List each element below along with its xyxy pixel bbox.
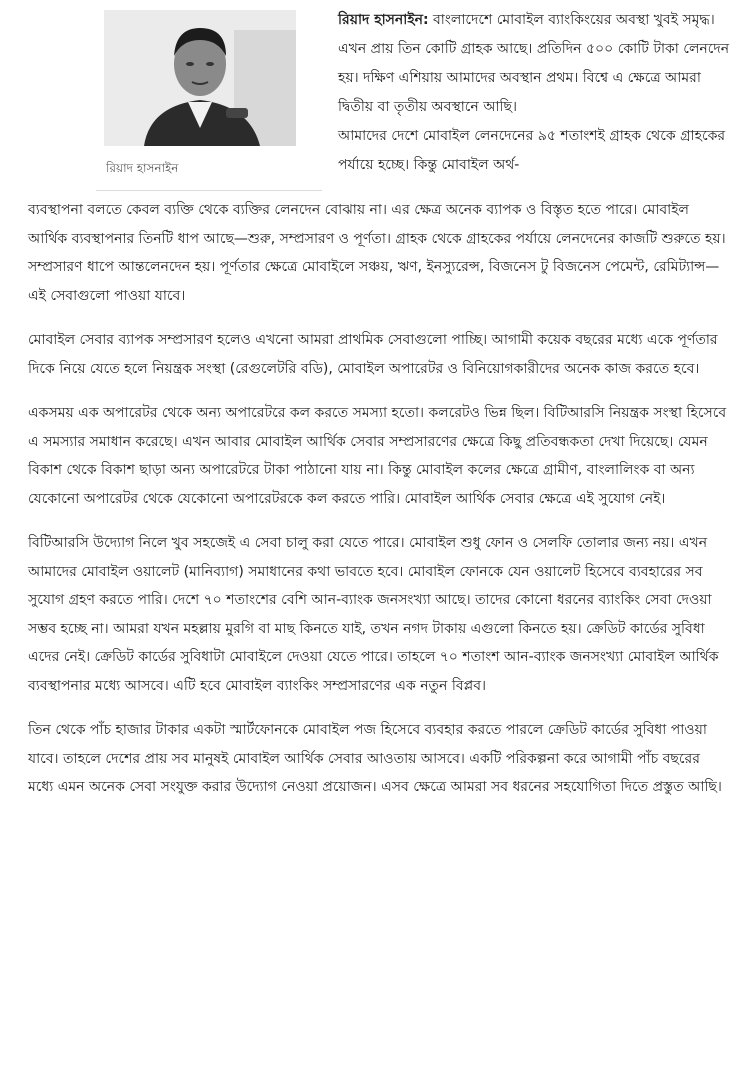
intro-text xyxy=(338,6,730,180)
article-body xyxy=(28,196,728,802)
paragraph-4: বিটিআরসি উদ্যোগ নিলে খুব সহজেই এ সেবা চালু করা যেতে পারে। মোবাইল শুধু ফোন ও সেলফি তোলার জন্য নয়। এখন আমাদের মোবাইল ওয়ালেট (মানিব্যাগ) সমাধানের কথা ভাবতে হবে। মোবাইল ফোনকে যেন ওয়ালেট হিসেবে ব্যবহারের সব সুযোগ গ্রহণ করতে পারি। দেশে ৭০ শতাংশের বেশি আন-ব্যাংক জনসংখ্যা আছে। তাদের কোনো ধরনের ব্যাংকিং সেবা দেওয়া সম্ভব হচ্ছে না। আমরা যখন মহল্লায় মুরগি বা মাছ কিনতে যাই, তখন নগদ টাকায় এগুলো কিনতে হয়। ক্রেডিট কার্ডের সুবিধা এদের নেই। ক্রেডিট কার্ডের সুবিধাটা মোবাইলে দেওয়া যেতে পারে। তাহলে ৭০ শতাংশ আন-ব্যাংক জনসংখ্যা মোবাইল আর্থিক ব্যবস্থাপনার মধ্যে আসবে। এটি হবে মোবাইল ব্যাংকিং সম্প্রসারণের এক নতুন বিপ্লব। xyxy=(28,535,719,694)
photo-caption: রিয়াদ হাসনাইন xyxy=(106,161,179,175)
paragraph-1: ব্যবস্থাপনা বলতে কেবল ব্যক্তি থেকে ব্যক্তির লেনদেন বোঝায় না। এর ক্ষেত্র অনেক ব্যাপক ও বিস্তৃত হতে পারে। মোবাইল আর্থিক ব্যবস্থাপনার তিনটি ধাপ আছে—শুরু, সম্প্রসারণ ও পূর্ণতা। গ্রাহক থেকে গ্রাহকের পর্যায়ে লেনদেনের কাজটি শুরুতে হয়। সম্প্রসারণ ধাপে আন্তলেনদেন হয়। পূর্ণতার ক্ষেত্রে মোবাইলে সঞ্চয়, ঋণ, ইনস্যুরেন্স, বিজনেস টু বিজনেস পেমেন্ট, রেমিট্যান্স—এই সেবাগুলো পাওয়া যাবে। xyxy=(28,202,726,304)
speaker-photo xyxy=(104,10,296,146)
paragraph-2: মোবাইল সেবার ব্যাপক সম্প্রসারণ হলেও এখনো আমরা প্রাথমিক সেবাগুলো পাচ্ছি। আগামী কয়েক বছরের মধ্যে একে পূর্ণতার দিকে নিয়ে যেতে হলে নিয়ন্ত্রক সংস্থা (রেগুলেটরি বডি), মোবাইল অপারেটর ও বিনিয়োগকারীদের অনেক কাজ করতে হবে। xyxy=(28,332,718,377)
photo-block xyxy=(96,0,322,191)
paragraph-5: তিন থেকে পাঁচ হাজার টাকার একটা স্মার্টফোনকে মোবাইল পজ হিসেবে ব্যবহার করতে পারলে ক্রেডিট কার্ডের সুবিধা পাওয়া যাবে। তাহলে দেশের প্রায় সব মানুষই মোবাইল আর্থিক সেবার আওতায় আসবে। একটি পরিকল্পনা করে আগামী পাঁচ বছরের মধ্যে এমন অনেক সেবা সংযুক্ত করার উদ্যোগ নেওয়া প্রয়োজন। এসব ক্ষেত্রে আমরা সব ধরনের সহযোগিতা দিতে প্রস্তুত আছি। xyxy=(28,722,722,795)
paragraph-3: একসময় এক অপারেটর থেকে অন্য অপারেটরে কল করতে সমস্যা হতো। কলরেটও ভিন্ন ছিল। বিটিআরসি নিয়ন্ত্রক সংস্থা হিসেবে এ সমস্যার সমাধান করেছে। এখন আবার মোবাইল আর্থিক সেবার সম্প্রসারণের ক্ষেত্রে কিছু প্রতিবন্ধকতা দেখা দিয়েছে। যেমন বিকাশ থেকে বিকাশ ছাড়া অন্য অপারেটরে টাকা পাঠানো যায় না। কিন্তু মোবাইল কলের ক্ষেত্রে গ্রামীণ, বাংলালিংক বা অন্য যেকোনো অপারেটর থেকে যেকোনো অপারেটরকে কল করতে পারি। মোবাইল আর্থিক সেবার ক্ষেত্রে এই সুযোগ নেই। xyxy=(28,405,727,507)
intro-sentences: বাংলাদেশে মোবাইল ব্যাংকিংয়ের অবস্থা খুবই সমৃদ্ধ। এখন প্রায় তিন কোটি গ্রাহক আছে। প্রতিদিন ৫০০ কোটি টাকা লেনদেন হয়। দক্ষিণ এশিয়ায় আমাদের অবস্থান প্রথম। বিশ্বে এ ক্ষেত্রে আমরা দ্বিতীয় বা তৃতীয় অবস্থানে আছি। xyxy=(338,12,730,115)
intro-paragraph xyxy=(338,6,730,122)
speaker-name: রিয়াদ হাসনাইন: xyxy=(338,12,429,28)
intro-continuation: আমাদের দেশে মোবাইল লেনদেনের ৯৫ শতাংশই গ্রাহক থেকে গ্রাহকের পর্যায়ে হচ্ছে। কিন্তু মোবাইল অর্থ- xyxy=(338,128,726,173)
speaker-portrait-image xyxy=(104,10,296,146)
